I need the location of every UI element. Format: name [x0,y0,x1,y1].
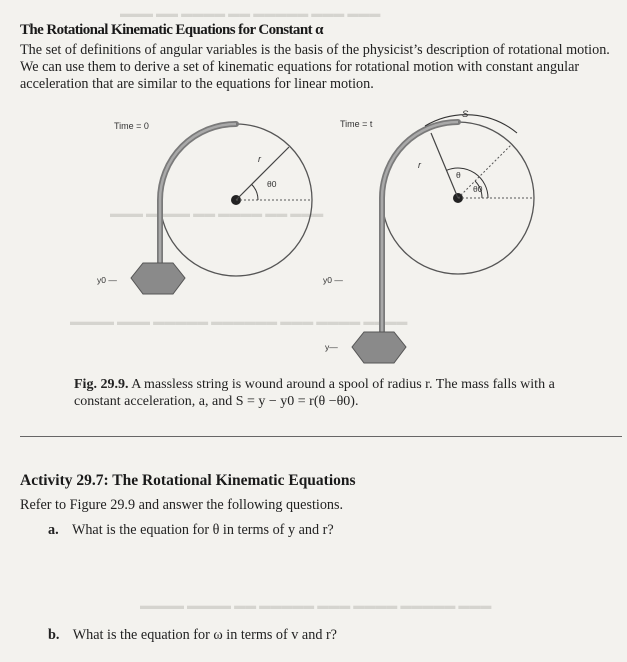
right-string [382,122,458,338]
intro-paragraph: The set of definitions of angular variables is the basis of the physicist’s description of rotational motion. We can use them to derive a set of kinematic equations for rotational motion with constant angular acceleration that are similar to the equations for linear motion. [20,42,610,92]
left-radius-line [236,147,289,200]
left-spool [97,121,312,294]
spool-diagram [0,100,627,370]
left-y0-label: y0 — [97,275,117,285]
right-spool [323,109,534,363]
activity-intro: Refer to Figure 29.9 and answer the following questions. [20,497,344,513]
left-string [160,124,236,268]
left-angle-arc [252,184,258,200]
question-a [48,522,334,539]
left-string-highlight [160,124,236,268]
figure-caption [74,376,574,410]
left-radius-label: r [258,154,261,164]
figure-29-9 [0,100,627,370]
right-y0-label: y0 — [323,275,343,285]
right-radius-line [431,133,458,198]
bleed-through-text: ▬▬▬▬ ▬▬▬▬ ▬▬ ▬▬▬▬▬ ▬▬▬ ▬▬▬▬ ▬▬▬▬▬ ▬▬▬ [140,600,492,612]
arc-length-label: S [462,109,469,120]
caption-text: A massless string is wound around a spool of radius r. The mass falls with a constant acceleration, a, and S = y − y0 = r(θ −θ0). [74,377,555,409]
question-b-text: What is the equation for ω in terms of v and r? [72,627,337,643]
right-mass [352,332,406,363]
left-theta0-label: θ0 [267,179,277,189]
bleed-through-text: ▬▬▬ ▬▬ ▬▬▬▬ ▬▬ ▬▬▬▬▬ ▬▬▬ ▬▬▬ [120,8,381,20]
activity-title: Activity 29.7: The Rotational Kinematic Equations [20,472,356,489]
caption-number: Fig. 29.9. [74,377,129,392]
right-theta0-label: θ0 [473,184,483,194]
question-a-text: What is the equation for θ in terms of y and r? [71,522,334,538]
section-divider [20,436,622,437]
right-theta-label: θ [456,170,461,180]
bleed-through-text: ▬▬▬▬ ▬▬▬ ▬▬▬▬▬ ▬▬▬▬▬▬ ▬▬▬ ▬▬▬▬ ▬▬▬▬ [70,316,408,328]
right-radius-label: r [418,160,421,170]
question-a-label: a. [48,522,59,538]
right-time-label: Time = t [340,119,373,129]
left-mass [131,263,185,294]
left-time-label: Time = 0 [114,121,149,131]
question-b [48,627,337,644]
right-initial-radius-line [458,144,512,198]
question-b-label: b. [48,627,60,643]
section-heading: The Rotational Kinematic Equations for Constant α [20,22,323,38]
right-y-label: y— [325,342,338,352]
bleed-through-text: ▬▬▬ ▬▬▬▬ ▬▬ ▬▬▬▬ ▬▬ ▬▬▬ [110,208,324,220]
